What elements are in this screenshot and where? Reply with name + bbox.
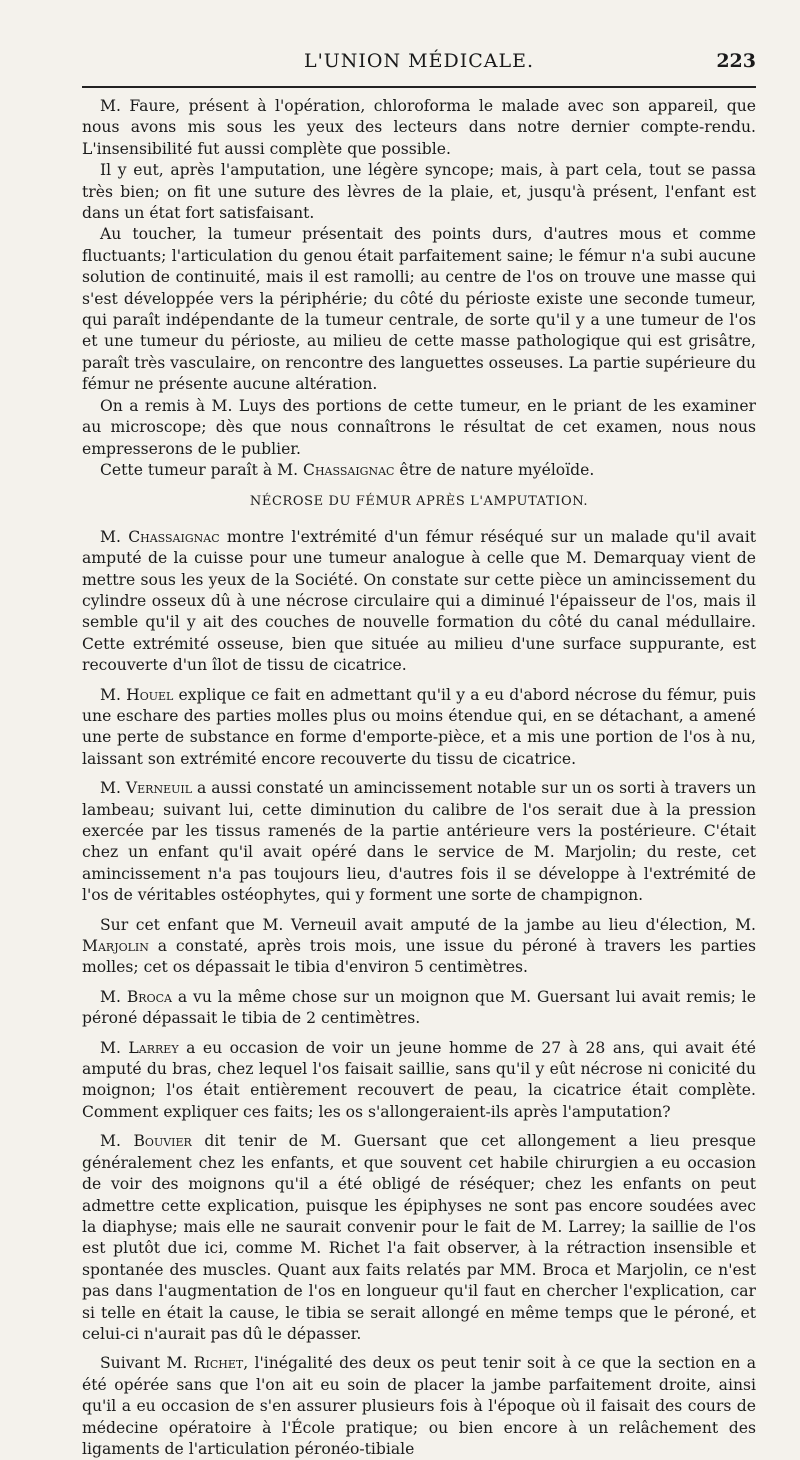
person-name: Marjolin — [82, 937, 149, 956]
person-name: Houel — [126, 685, 174, 704]
paragraph: M. Bouvier dit tenir de M. Guersant que cet allongement a lieu presque généralement chez les enfants, et que souvent cet habile chirurgien a eu occasion de voir des moignons qu'il a été obligé de réséquer; chez les enfants on peut admettre cette explication, puisque les épiphyses ne sont pas encore soudées avec la diaphyse; mais elle ne saurait convenir pour le fait de M. Larrey; la saillie de l'os est plutôt due ici, comme M. Richet l'a fait observer, à la rétraction insensible et spontanée des muscles. Quant aux faits relatés par MM. Broca et Marjolin, ce n'est pas dans l'augmentation de l'os en longueur qu'il faut en chercher l'explication, car si telle en était la cause, le tibia se serait allongé en même temps que le péroné, et celui-ci n'aurait pas dû le dépasser. — [82, 1132, 756, 1343]
page-number: 223 — [716, 50, 756, 72]
paragraph: M. Broca a vu la même chose sur un moignon que M. Guersant lui avait remis; le péroné dépassait le tibia de 2 centimètres. — [82, 987, 756, 1028]
running-title: L'UNION MÉDICALE. — [303, 50, 535, 72]
header-rule — [82, 86, 756, 88]
person-name: Broca — [126, 987, 172, 1006]
person-name: Chassaignac — [303, 460, 395, 479]
paragraph: On a remis à M. Luys des portions de cette tumeur, en le priant de les examiner au microscope; dès que nous connaîtrons le résultat de cet examen, nous nous empresserons de le publier. — [82, 396, 756, 458]
person-name: Verneuil — [125, 779, 193, 798]
paragraph: M. Faure, présent à l'opération, chloroforma le malade avec son appareil, que nous avons mis sous les yeux des lecteurs dans notre dernier compte-rendu. L'insensibilité fut aussi complète que possible. — [82, 97, 756, 158]
paragraph: Il y eut, après l'amputation, une légère syncope; mais, à part cela, tout se passa très bien; on fit une suture des lèvres de la plaie, et, jusqu'à présent, l'enfant est dans un état fort satisfaisant. — [82, 161, 756, 223]
paragraph: M. Chassaignac montre l'extrémité d'un fémur réséqué sur un malade qu'il avait amputé de la cuisse pour une tumeur analogue à celle que M. Demarquay vient de mettre sous les yeux de la Société. On constate sur cette pièce un amincissement du cylindre osseux dû à une nécrose circulaire qui a diminué l'épaisseur de l'os, mais il semble qu'il y ait des couches de nouvelle formation du côté du canal médullaire. Cette extrémité osseuse, bien que située au milieu d'une surface suppurante, est recouverte d'un îlot de tissu de cicatrice. — [82, 527, 756, 675]
person-name: Larrey — [128, 1038, 179, 1057]
article-body — [82, 96, 756, 1460]
paragraph: Cette tumeur paraît à M. Chassaignac être de nature myéloïde. — [100, 460, 595, 479]
paragraph: Au toucher, la tumeur présentait des points durs, d'autres mous et comme fluctuants; l'articulation du genou était parfaitement saine; le fémur n'a subi aucune solution de continuité, mais il est ramolli; au centre de l'os on trouve une masse qui s'est développée vers la périphérie; du côté du périoste existe une seconde tumeur, qui paraît indépendante de la tumeur centrale, de sorte qu'il y a une tumeur de l'os et une tumeur du périoste, au milieu de cette masse pathologique qui est grisâtre, paraît très vasculaire, on rencontre des languettes osseuses. La partie supérieure du fémur ne présente aucune altération. — [82, 225, 756, 394]
page-header — [82, 48, 756, 82]
paragraph: Suivant M. Richet, l'inégalité des deux os peut tenir soit à ce que la section en a été opérée sans que l'on ait eu soin de placer la jambe parfaitement droite, ainsi qu'il a eu occasion de s'en assurer plusieurs fois à l'époque où il faisait des cours de médecine opératoire à l'École pratique; ou bien encore à un relâchement des ligaments de l'articulation péronéo-tibiale — [82, 1354, 756, 1458]
paragraph: M. Houel explique ce fait en admettant qu'il y a eu d'abord nécrose du fémur, puis une eschare des parties molles plus ou moins étendue qui, en se détachant, a amené une perte de substance en forme d'emporte-pièce, et a mis une portion de l'os à nu, laissant son extrémité encore recouverte du tissu de cicatrice. — [82, 685, 756, 768]
paragraph: M. Larrey a eu occasion de voir un jeune homme de 27 à 28 ans, qui avait été amputé du bras, chez lequel l'os faisait saillie, sans qu'il y eût nécrose ni conicité du moignon; l'os était entièrement recouvert de peau, la cicatrice était complète. Comment expliquer ces faits; les os s'allongeraient-ils après l'amputation? — [82, 1038, 756, 1121]
person-name: Bouvier — [133, 1132, 192, 1151]
person-name: Chassaignac — [128, 527, 220, 546]
paragraph: Sur cet enfant que M. Verneuil avait amputé de la jambe au lieu d'élection, M. Marjolin a constaté, après trois mois, une issue du péroné à travers les parties molles; cet os dépassait le tibia d'environ 5 centimètres. — [82, 915, 756, 977]
person-name: Richet — [193, 1354, 244, 1373]
section-heading: NÉCROSE DU FÉMUR APRÈS L'AMPUTATION. — [249, 494, 589, 510]
paragraph: M. Verneuil a aussi constaté un amincissement notable sur un os sorti à travers un lambeau; suivant lui, cette diminution du calibre de l'os serait due à la pression exercée par les tissus ramenés de la partie antérieure vers la postérieure. C'était chez un enfant qu'il avait opéré dans le service de M. Marjolin; du reste, cet amincissement n'a pas toujours lieu, d'autres fois il se développe à l'extrémité de l'os de véritables ostéophytes, qui y forment une sorte de champignon. — [82, 779, 756, 905]
